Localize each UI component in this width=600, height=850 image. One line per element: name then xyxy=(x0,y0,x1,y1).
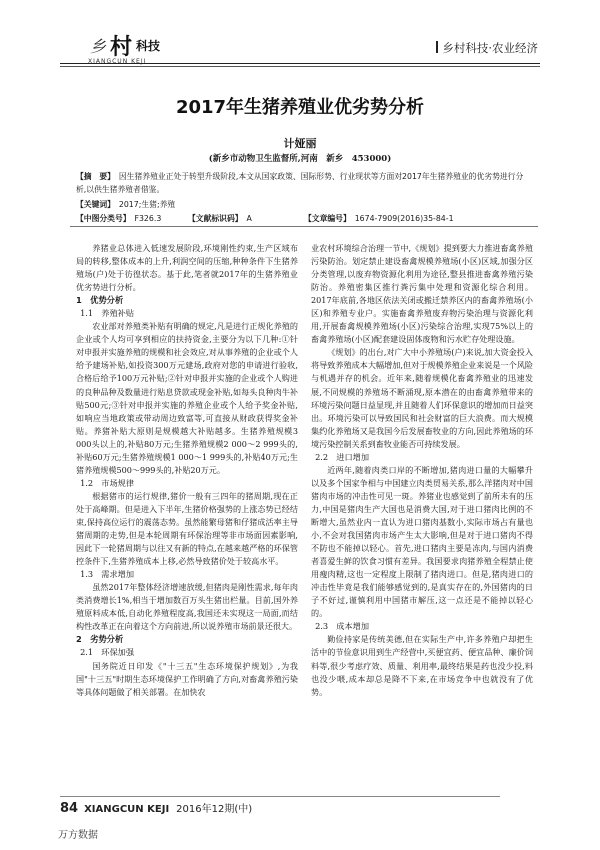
article-no-label: 【文章编号】 xyxy=(304,214,347,223)
body-paragraph: 虽然2017年整体经济增速放缓,但猪肉是刚性需求,每年肉类消费增长1%,相当于增加数百万头生猪出栏量。目前,国外养殖原料成本低,自动化养殖程度高,我国还未实现这一局面,而结构性改革正在向着这个方向前进,所以说养殖市场前景还很大。 xyxy=(76,582,298,632)
subsection-heading: 1.2 市场规律 xyxy=(80,477,135,488)
body-column-left xyxy=(76,242,298,699)
page-number: 84 xyxy=(60,801,79,816)
subsection-heading: 2.1 环保加强 xyxy=(80,647,135,658)
keywords-value: 2017;生猪;养殖 xyxy=(118,200,176,209)
body-paragraph: 业农村环境综合治理一节中,《规划》提到要大力推进畜禽养殖污染防治。划定禁止建设畜禽规模养殖场(小区)区域,加强分区分类管理,以废弃物资源化利用为途径,整县推进畜禽养殖污染防治。养殖密集区推行粪污集中处理和资源化综合利用。2017年底前,各地区依法关闭或搬迁禁养区内的畜禽养殖场(小区)和养殖专业户。实施畜禽养殖废弃物污染治理与资源化利用,开展畜禽规模养殖场(小区)污染综合治理,实现75%以上的畜禽养殖场(小区)配套建设固体废物和污水贮存处理设施。 xyxy=(311,243,533,345)
subsection-heading: 1.3 需求增加 xyxy=(80,569,135,580)
body-paragraph: 近两年,随着肉类口岸的不断增加,猪肉进口量的大幅攀升以及多个国家争相与中国建立肉类贸易关系,那么洋猪肉对中国猪肉市场的冲击性可见一斑。养猪业也感觉到了前所未有的压力,中国是猪肉生产大国也是消费大国,对于进口猪肉比例的不断增大,虽然业内一直认为进口猪肉基数小,实际市场占有量也小,不会对我国猪肉市场产生太大影响,但是对于进口猪肉不得不防也不能掉以轻心。首先,进口猪肉主要是冻肉,与国内消费者喜爱生鲜的饮食习惯有差异。我国要求肉猪养殖全程禁止使用瘦肉精,这也一定程度上限制了猪肉进口。但是,猪肉进口的冲击性毕竟是我们能够感觉到的,是真实存在的,外国猪肉的日子不好过,谨慎利用中国猪市解压,这一点还是不能掉以轻心的。 xyxy=(311,464,533,619)
classification-line xyxy=(76,213,536,224)
database-watermark: 万方数据 xyxy=(58,830,98,841)
body-column-right xyxy=(311,242,533,699)
subsection-heading: 2.3 成本增加 xyxy=(315,621,370,632)
subsection-heading: 2.2 进口增加 xyxy=(315,451,370,462)
logo-subtitle: XIANGCUN KEJI xyxy=(88,58,147,65)
body-paragraph: 国务院近日印发《"十三五"生态环境保护规划》,为我国"十三五"时期生态环境保护工作明确了方向,对畜禽养殖污染等具体问题做了相关部署。在加快农 xyxy=(76,660,298,697)
section-text: 乡村科技·农业经济 xyxy=(442,41,538,55)
article-no-value: 1674-7909(2016)35-84-1 xyxy=(354,214,454,223)
logo-glyph-keji: 科技 xyxy=(136,39,161,53)
section-bar xyxy=(436,41,438,53)
meta-rule xyxy=(70,226,538,227)
body-paragraph: 《规划》的出台,对广大中小养殖场(户)来说,加大资金投入将导致养殖成本大幅增加,但对于规模养殖企业来说是一个风险与机遇并存的机会。近年来,随着规模化畜禽养殖业的迅速发展,不同规模的养殖场不断涌现,原本潜在的由畜禽养殖带来的环境污染问题日益显现,并且随着人们环保意识的增加而日益突出。环境污染可以导致国民和社会财富的巨大浪费。而大规模集约化养殖场又是我国今后发展畜牧业的方向,因此养殖场的环境污染控制关系到畜牧业能否可持续发展。 xyxy=(311,347,533,449)
keywords-line xyxy=(76,199,536,210)
body-paragraph: 勤俭持家是传统美德,但在实际生产中,许多养殖户却把生活中的节俭意识用到生产经营中,买便宜药、便宜品种、廉价饲料等,很少考虑疗效、质量、利用率,最终结果是药也没少投,料也没少喂,成本却总是降不下来,在市场竞争中也就没有了优势。 xyxy=(311,634,533,697)
header-rule xyxy=(60,63,540,64)
abstract-label: 【摘 要】 xyxy=(76,172,112,181)
section-heading: 1 优势分析 xyxy=(76,295,124,306)
keywords-label: 【关键词】 xyxy=(76,200,112,209)
logo-glyph-xiang: 乡 xyxy=(90,37,107,56)
body-paragraph: 根据猪市的运行规律,猪价一般有三四年的猪周期,现在正处于高峰期。但是进入下半年,生猪价格强势的上涨态势已经结束,保持高位运行的震荡态势。虽然能繁母猪和仔猪成活率主导猪周期的走势,但是本轮周期有环保治理等非市场面因素影响,因此下一轮猪周期与以往又有新的特点,在越来越严格的环保管控条件下,生猪养殖成本上移,必然导致猪价处于较高水平。 xyxy=(76,490,298,567)
header-rule-thin xyxy=(60,66,540,67)
footer-issue: 2016年12期(中) xyxy=(176,804,253,815)
abstract-text: 因生猪养殖业正处于转型升级阶段,本文从国家政策、国际形势、行业现状等方面对2017年生猪养殖业的优劣势进行分析,以供生猪养殖者借鉴。 xyxy=(76,172,524,194)
doc-code-label: 【文献标识码】 xyxy=(188,214,239,223)
abstract xyxy=(76,170,524,196)
section-heading: 2 劣势分析 xyxy=(76,634,124,645)
body-paragraph: 农业部对养殖类补贴有明确的规定,凡是进行正规化养殖的企业或个人均可享到相应的扶持资金,主要分为以下几种:①针对申报并实施养殖的规模和社会效应,对从事养殖的企业或个人给予建场补贴,如投资300万元建场,政府对您的申请进行验收,合格后给予100万元补贴;②针对申报并实施的企业或个人购进的良种品种及数量进行贴息贷款或现金补贴,如每头良种肉牛补贴500元;③针对申报并实施的养殖企业或个人给予奖金补贴,如响应当地政策或带动周边致富等,可直接从财政获得奖金补贴。养猪补贴大原则是规模越大补贴越多。生猪养殖规模3 000头以上的,补贴80万元;生猪养殖规模2 000～2 999头的,补贴60万元;生猪养殖规模1 000～1 999头的,补贴40万元;生猪养殖规模500～999头的,补贴20万元。 xyxy=(76,321,298,475)
section-label xyxy=(436,40,538,56)
page-footer xyxy=(60,800,252,816)
article-author: 计娅丽 xyxy=(283,137,317,150)
body-paragraph: 养猪业总体进入低速发展阶段,环境刚性约束,生产区域布局的转移,整体成本的上升,利润空间的压缩,种种条件下生猪养殖场(户)处于彷徨状态。基于此,笔者就2017年的生猪养殖业优劣势进行分析。 xyxy=(76,243,298,293)
clc-label: 【中图分类号】 xyxy=(76,214,127,223)
footer-rule xyxy=(60,796,500,797)
logo-glyph-cun: 村 xyxy=(110,35,133,60)
footer-journal: XIANGCUN KEJI xyxy=(84,804,170,815)
journal-logo xyxy=(88,26,170,60)
author-affiliation: (新乡市动物卫生监督所,河南 新乡 453000) xyxy=(208,154,392,164)
doc-code-value: A xyxy=(246,214,252,223)
subsection-heading: 1.1 养殖补贴 xyxy=(80,308,135,319)
clc-value: F326.3 xyxy=(134,214,162,223)
article-title: 2017年生猪养殖业优劣势分析 xyxy=(175,97,425,118)
